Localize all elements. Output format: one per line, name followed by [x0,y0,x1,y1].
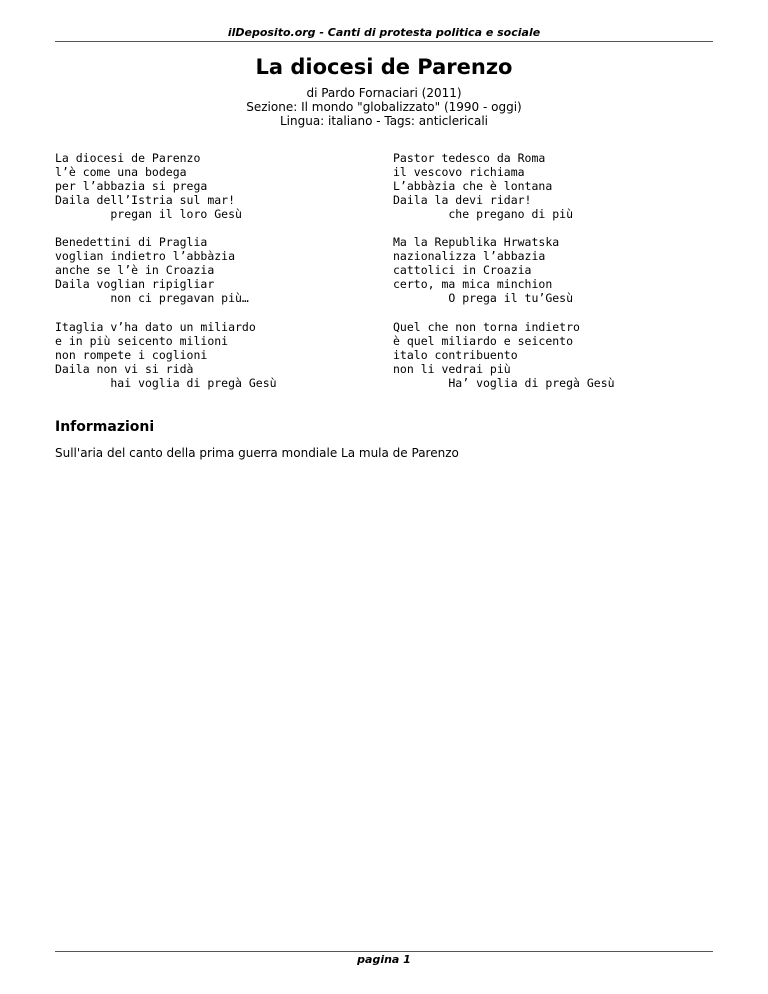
header-divider [55,41,713,42]
song-language-tags: Lingua: italiano - Tags: anticlericali [279,114,488,128]
stanza-right-3: Quel che non torna indietro è quel miliardo e seicento italo contribuento non li vedrai più Ha’ voglia di pregà Gesù [393,320,615,390]
stanza-left-2: Benedettini di Praglia voglian indietro l’abbàzia anche se l’è in Croazia Daila voglian ripigliar non ci pregavan più… [55,235,249,305]
stanza-right-1: Pastor tedesco da Roma il vescovo richiama L’abbàzia che è lontana Daila la devi ridar! che pregano di più [393,151,574,221]
stanza-right-2: Ma la Republika Hrwatska nazionalizza l’abbazia cattolici in Croazia certo, ma mica minchion O prega il tu’Gesù [393,235,574,305]
page-number: pagina 1 [357,953,411,966]
footer-divider [55,951,713,952]
info-text: Sull'aria del canto della prima guerra mondiale La mula de Parenzo [55,446,459,460]
stanza-left-3: Itaglia v’ha dato un miliardo e in più seicento milioni non rompete i coglioni Daila non vi si ridà hai voglia di pregà Gesù [55,320,277,390]
song-author: di Pardo Fornaciari (2011) [306,86,462,100]
site-header: ilDeposito.org - Canti di protesta politica e sociale [227,26,541,39]
song-meta [55,86,713,128]
info-heading: Informazioni [55,419,155,435]
song-section: Sezione: Il mondo "globalizzato" (1990 - oggi) [246,100,522,114]
stanza-left-1: La diocesi de Parenzo l’è come una bodega per l’abbazia si prega Daila dell’Istria sul mar! pregan il loro Gesù [55,151,242,221]
song-title: La diocesi de Parenzo [255,55,513,79]
